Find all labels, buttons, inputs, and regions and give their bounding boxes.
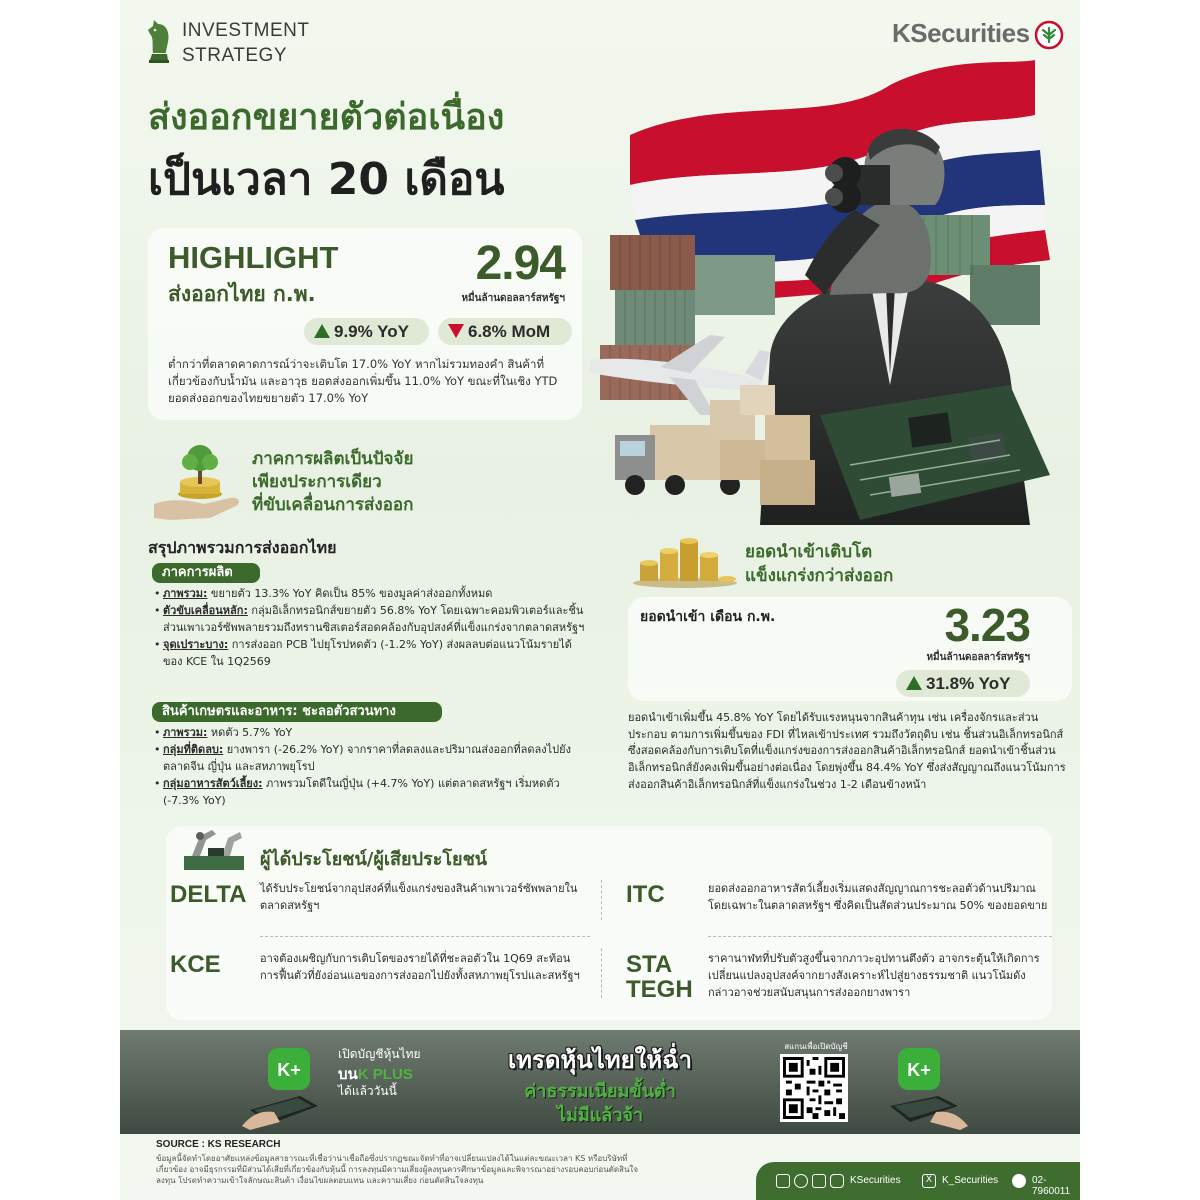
phone-app-icon: [240, 1040, 340, 1130]
banner-subheadline-2: ไม่มีแล้วจ้า: [556, 1105, 644, 1126]
imports-label: ยอดนำเข้า เดือน ก.พ.: [640, 609, 776, 625]
agriculture-tag: สินค้าเกษตรและอาหาร: ชะลอตัวสวนทาง: [152, 702, 442, 722]
agriculture-bullet-list: [154, 724, 586, 809]
list-item: • จุดเปราะบาง: การส่งออก PCB ไปยุโรปหดตัว (-1.2% YoY) ส่งผลลบต่อแนวโน้มรายได้ของ KCE ใน 1Q2569: [154, 636, 586, 670]
list-item: • ภาพรวม: ขยายตัว 13.3% YoY คิดเป็น 85% ของมูลค่าส่งออกทั้งหมด: [154, 585, 586, 602]
page-title-line1: ส่งออกขยายตัวต่อเนื่อง: [148, 97, 505, 138]
delta-description: ได้รับประโยชน์จากอุปสงค์ที่แข็งแกร่งของสินค้าเพาเวอร์ซัพพลายในตลาดสหรัฐฯ: [260, 882, 578, 912]
divider: [260, 936, 590, 937]
phone-app-icon: [870, 1040, 970, 1130]
infographic-page: [120, 0, 1080, 1200]
export-yoy-badge: 9.9% YoY: [304, 318, 429, 345]
phone-icon[interactable]: [1012, 1174, 1026, 1188]
social-bar: [756, 1162, 1080, 1200]
source-text: SOURCE : KS RESEARCH: [156, 1139, 281, 1150]
sta-tegh-description: ราคานาฬทที่ปรับตัวสูงขึ้นจากภาวะอุปทานตึงตัว อาจกระตุ้นให้เกิดการเปลี่ยนแปลงอุปสงค์จากยางสังเคราะห์ไปสู่ยางธรรมชาติ แนวโน้มดังกล่าวอาจช่วยสนับสนุนการส่งออกยางพารา: [708, 952, 1040, 999]
banner-subheadline: ค่าธรรมเนียมขั้นต่ำ: [524, 1081, 676, 1102]
arrow-down-icon: [448, 324, 464, 338]
qr-label: สแกนเพื่อเปิดบัญชี: [784, 1042, 848, 1051]
imports-heading: ยอดนำเข้าเติบโต แข็งแกร่งกว่าส่งออก: [745, 542, 894, 586]
beneficiaries-title: ผู้ได้ประโยชน์/ผู้เสียประโยชน์: [260, 849, 488, 870]
imports-value: 3.23: [944, 599, 1030, 651]
list-item: • กลุ่มที่ติดลบ: ยางพารา (-26.2% YoY) จากราคาที่ลดลงและปริมาณส่งออกที่ลดลงไปยังตลาดจีน ญี่ปุ่น และสหภาพยุโรป: [154, 741, 586, 775]
export-value: 2.94: [475, 237, 565, 290]
export-mom-badge: 6.8% MoM: [438, 318, 572, 345]
hand-coins-plant-icon: [150, 442, 250, 522]
robot-arm-icon: [178, 816, 250, 872]
social-handle[interactable]: KSecurities: [850, 1175, 901, 1186]
manufacturing-heading: ภาคการผลิตเป็นปัจจัย เพียงประการเดียว ที่ขับเคลื่อนการส่งออก: [252, 449, 414, 515]
kce-description: อาจต้องเผชิญกับการเติบโตของรายได้ที่ชะลอตัวใน 1Q69 สะท้อนการฟื้นตัวที่ยังอ่อนแอของการส่งออกไปยังทั้งสหภาพยุโรปและสหรัฐฯ: [260, 952, 580, 982]
list-item: • กลุ่มอาหารสัตว์เลี้ยง: ภาพรวมโตดีในญี่ปุ่น (+4.7% YoY) แต่ตลาดสหรัฐฯ เริ่มหดตัว (-7.3% YoY): [154, 775, 586, 809]
arrow-up-icon: [314, 324, 330, 338]
manufacturing-tag: ภาคการผลิต: [152, 563, 260, 583]
brand-name: KSecurities: [892, 18, 1030, 48]
export-value-unit: หมื่นล้านดอลลาร์สหรัฐฯ: [461, 293, 565, 304]
manufacturing-bullet-list: [154, 585, 586, 670]
imports-value-unit: หมื่นล้านดอลลาร์สหรัฐฯ: [926, 652, 1030, 663]
itc-description: ยอดส่งออกอาหารสัตว์เลี้ยงเริ่มแสดงสัญญาณการชะลอตัวด้านปริมาณ โดยเฉพาะในตลาดสหรัฐฯ ซึ่งคิดเป็นสัดส่วนประมาณ 50% ของยอดขาย: [708, 882, 1048, 912]
list-item: • ภาพรวม: หดตัว 5.7% YoY: [154, 724, 586, 741]
ticker-sta-tegh: STA TEGH: [626, 951, 693, 1003]
facebook-icon[interactable]: [776, 1174, 790, 1188]
arrow-up-icon: [906, 676, 922, 690]
line-icon[interactable]: [794, 1174, 808, 1188]
ticker-itc: ITC: [626, 881, 665, 908]
ticker-kce: KCE: [170, 951, 221, 978]
ticker-delta: DELTA: [170, 881, 247, 908]
available-today-text: ได้แล้ววันนี้: [338, 1084, 397, 1098]
coin-stacks-icon: [630, 533, 740, 589]
instagram-icon[interactable]: [830, 1174, 844, 1188]
hero-illustration: [590, 55, 1060, 525]
app-badge-text: K+: [277, 1060, 301, 1080]
divider: [708, 936, 1052, 937]
phone-number[interactable]: 02-7960011: [1032, 1175, 1071, 1197]
highlight-subtitle: ส่งออกไทย ก.พ.: [168, 282, 316, 306]
banner-headline: เทรดหุ้นไทยให้ฉ่ำ: [507, 1046, 693, 1074]
youtube-icon[interactable]: [812, 1174, 826, 1188]
qr-code[interactable]: [780, 1054, 848, 1122]
page-title-line2: เป็นเวลา 20 เดือน: [148, 154, 505, 205]
divider: [601, 948, 602, 998]
imports-description: ยอดนำเข้าเพิ่มขึ้น 45.8% YoY โดยได้รับแรงหนุนจากสินค้าทุน เช่น เครื่องจักรและส่วนประกอบ ตามการเพิ่มขึ้นของ FDI ที่ไหลเข้าประเทศ รวมถึงวัตถุดิบ เช่น ชิ้นส่วนอิเล็กทรอนิกส์ ซึ่งสอดคล้องกับการเติบโตที่แข็งแกร่งของการส่งออกสินค้าอิเล็กทรอนิกส์ ยอดนำเข้าชิ้นส่วนอิเล็กทรอนิกส์ยังคงเพิ่มขึ้นอย่างต่อเนื่อง โดยพุ่งขึ้น 84.4% YoY ซึ่งส่งสัญญาณถึงแนวโน้มการส่งออกสินค้าอิเล็กทรอนิกส์ที่แข็งแกร่งในช่วง 1-2 เดือนข้างหน้า: [628, 711, 1066, 791]
x-icon[interactable]: X: [922, 1174, 936, 1188]
disclaimer-text: ข้อมูลนี้จัดทำโดยอาศัยแหล่งข้อมูลสาธารณะที่เชื่อว่าน่าเชื่อถือซึ่งปรากฏขณะจัดทำที่อาจเปลี่ยนแปลงได้ในแต่ละขณะเวลา KS หรือบริษัทที่เกี่ยวข้อง อาจมีธุรกรรมที่มีส่วนได้เสียที่เกี่ยวข้องกับหุ้นนี้ การลงทุนมีความเสี่ยงผู้ลงทุนควรศึกษาข้อมูลและพิจารณาอย่างรอบคอบก่อนตัดสินใจลงทุน โปรดทำความเข้าใจลักษณะสินค้า เงื่อนไขผลตอบแทน และความเสี่ยง ก่อนตัดสินใจลงทุน: [156, 1154, 638, 1185]
highlight-description: ต่ำกว่าที่ตลาดคาดการณ์ว่าจะเติบโต 17.0% YoY หากไม่รวมทองคำ สินค้าที่เกี่ยวข้องกับน้ำมัน และอาวุธ ยอดส่งออกเพิ่มขึ้น 11.0% YoY ขณะที่ในเชิง YTD ยอดส่งออกของไทยขยายตัว 17.0% YoY: [168, 357, 558, 405]
app-badge-text: K+: [907, 1060, 931, 1080]
x-handle[interactable]: K_Securities: [942, 1175, 999, 1186]
chess-knight-icon: [144, 16, 174, 64]
open-account-text: เปิดบัญชีหุ้นไทย: [338, 1047, 421, 1061]
imports-yoy-badge: 31.8% YoY: [896, 670, 1030, 697]
highlight-title: HIGHLIGHT: [168, 240, 339, 275]
section-label: INVESTMENT STRATEGY: [182, 20, 310, 66]
divider: [601, 880, 602, 920]
kbank-logo-icon: [1034, 20, 1064, 50]
export-summary-title: สรุปภาพรวมการส่งออกไทย: [148, 538, 337, 557]
k-plus-text: บนK PLUS: [338, 1066, 413, 1083]
list-item: • ตัวขับเคลื่อนหลัก: กลุ่มอิเล็กทรอนิกส์ขยายตัว 56.8% YoY โดยเฉพาะคอมพิวเตอร์และชิ้นส่วนเพาเวอร์ซัพพลายรวมถึงทรานซิสเตอร์สอดคล้องกับอุปสงค์ที่แข็งแกร่งจากตลาดสหรัฐฯ: [154, 602, 586, 636]
